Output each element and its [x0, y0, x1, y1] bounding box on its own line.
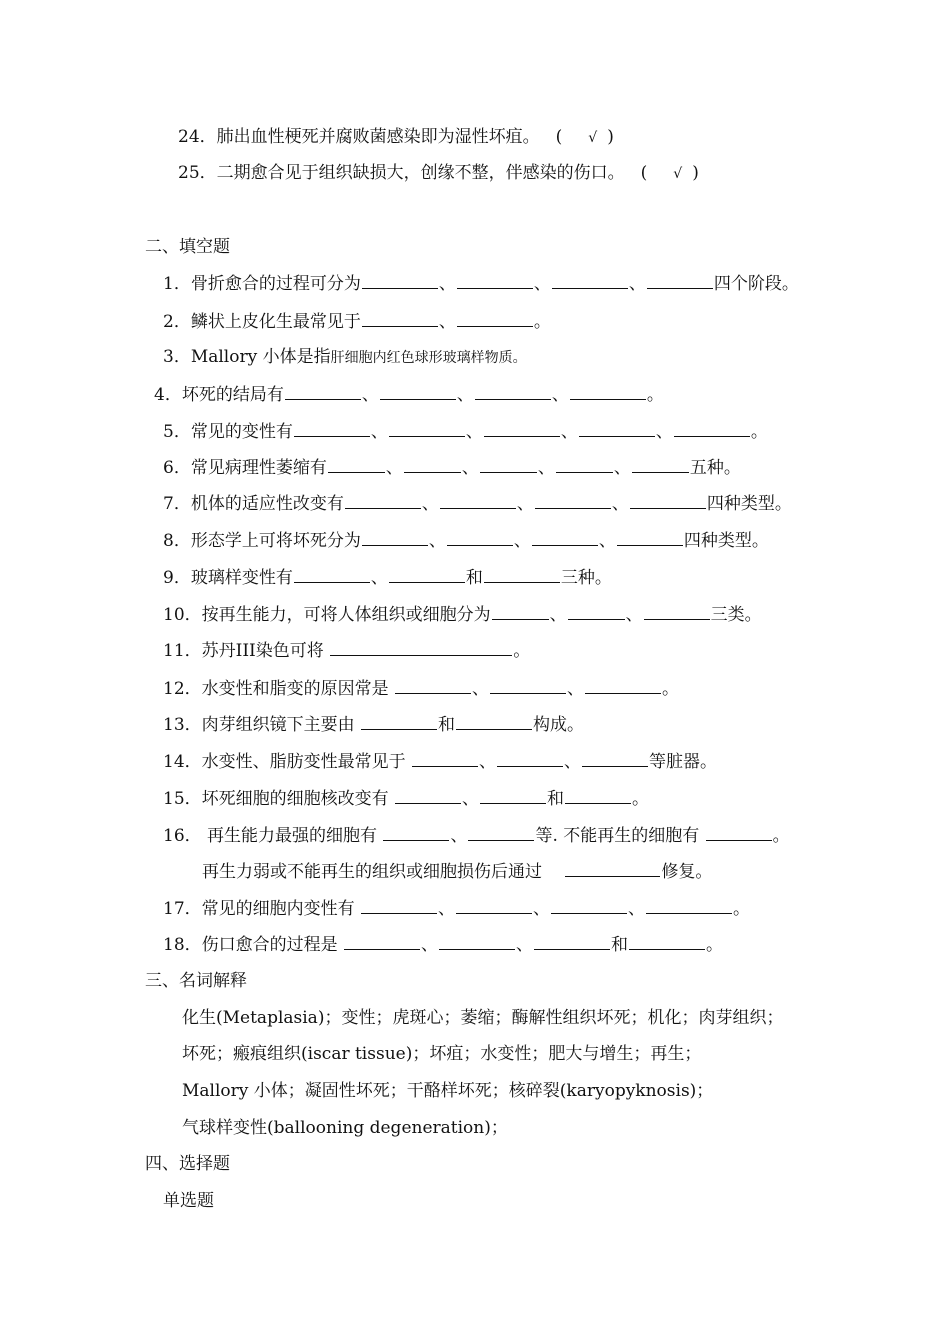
fill-item-7 — [163, 492, 792, 515]
fill-item-5 — [163, 420, 768, 443]
blank[interactable] — [556, 456, 613, 473]
fill-item-4 — [154, 383, 664, 406]
fill-item-16 — [163, 824, 790, 847]
blank[interactable] — [362, 272, 438, 289]
blank[interactable] — [285, 383, 361, 400]
question-text: 15．坏死细胞的细胞核改变有 — [163, 789, 389, 809]
blank[interactable] — [484, 420, 560, 437]
check-mark: √ — [588, 130, 598, 146]
fill-item-14 — [163, 750, 717, 773]
blank[interactable] — [361, 897, 437, 914]
blank[interactable] — [497, 750, 563, 767]
blank[interactable] — [630, 492, 706, 509]
question-end: 。 — [513, 641, 531, 661]
question-end: 构成。 — [533, 715, 585, 735]
blank[interactable] — [579, 420, 655, 437]
terms-line-2: 坏死；瘢痕组织(iscar tissue)；坏疽；水变性；肥大与增生；再生； — [182, 1044, 702, 1064]
separator: 、 — [370, 568, 388, 588]
question-end: 修复。 — [661, 862, 713, 882]
question-end: 四个阶段。 — [713, 274, 799, 294]
blank[interactable] — [457, 272, 533, 289]
question-end: 。 — [533, 312, 551, 332]
separator: 、 — [438, 274, 456, 294]
blank[interactable] — [383, 824, 449, 841]
separator: 、 — [516, 494, 534, 514]
blank[interactable] — [330, 639, 512, 656]
blank[interactable] — [617, 529, 683, 546]
blank[interactable] — [328, 456, 385, 473]
separator: 、 — [361, 385, 379, 405]
blank[interactable] — [456, 897, 532, 914]
separator: 、 — [551, 385, 569, 405]
separator: 、 — [598, 531, 616, 551]
question-end: 四种类型。 — [683, 531, 769, 551]
blank[interactable] — [389, 420, 465, 437]
blank[interactable] — [568, 603, 625, 620]
fill-item-6 — [163, 456, 741, 479]
section-title-terms: 三、名词解释 — [145, 971, 247, 991]
blank[interactable] — [565, 787, 631, 804]
blank[interactable] — [492, 603, 549, 620]
question-text: 14．水变性、脂肪变性最常见于 — [163, 752, 406, 772]
separator: 、 — [533, 899, 551, 919]
blank[interactable] — [468, 824, 534, 841]
terms-line-1: 化生(Metaplasia)；变性；虎斑心；萎缩；酶解性组织坏死；机化；肉芽组织； — [182, 1008, 784, 1028]
judgment-item-25: 25．二期愈合见于组织缺损大，创缘不整，伴感染的伤口。 ( √ ) — [178, 163, 699, 183]
separator: 、 — [560, 422, 578, 442]
blank[interactable] — [534, 933, 610, 950]
item-text: 肺出血性梗死并腐败菌感染即为湿性坏疽。 — [216, 127, 540, 147]
blank[interactable] — [294, 420, 370, 437]
blank[interactable] — [447, 529, 513, 546]
separator: 、 — [567, 679, 585, 699]
section-title-fill: 二、填空题 — [145, 237, 230, 257]
separator: 、 — [549, 605, 567, 625]
question-text: 12．水变性和脂变的原因常是 — [163, 679, 389, 699]
separator: 、 — [428, 531, 446, 551]
blank[interactable] — [412, 750, 478, 767]
separator: 、 — [472, 679, 490, 699]
question-end: 五种。 — [689, 458, 741, 478]
blank[interactable] — [404, 456, 461, 473]
question-end: 。 — [733, 899, 751, 919]
separator: 、 — [655, 422, 673, 442]
question-end: 。 — [632, 789, 650, 809]
fill-item-2 — [163, 310, 551, 333]
blank[interactable] — [380, 383, 456, 400]
blank[interactable] — [646, 897, 732, 914]
blank[interactable] — [565, 860, 660, 877]
question-text: 1．骨折愈合的过程可分为 — [163, 274, 361, 294]
question-end: 。 — [662, 679, 680, 699]
question-end: 。 — [750, 422, 768, 442]
separator: 、 — [465, 422, 483, 442]
blank[interactable] — [480, 787, 546, 804]
question-text: 13．肉芽组织镜下主要由 — [163, 715, 355, 735]
separator: 、 — [461, 458, 479, 478]
separator: 、 — [370, 422, 388, 442]
separator: 、 — [421, 935, 439, 955]
blank[interactable] — [552, 272, 628, 289]
fill-item-11 — [163, 639, 530, 662]
item-number: 24 — [178, 127, 200, 147]
question-end: 三类。 — [710, 605, 762, 625]
blank[interactable] — [440, 492, 516, 509]
blank[interactable] — [345, 492, 421, 509]
question-text: 17．常见的细胞内变性有 — [163, 899, 355, 919]
blank[interactable] — [551, 897, 627, 914]
fill-item-18 — [163, 933, 723, 956]
item-text: 二期愈合见于组织缺损大，创缘不整，伴感染的伤口。 — [216, 163, 625, 183]
blank[interactable] — [344, 933, 420, 950]
question-end: 。 — [646, 385, 664, 405]
fill-item-13 — [163, 713, 584, 736]
question-text: 9．玻璃样变性有 — [163, 568, 293, 588]
separator: 、 — [450, 826, 468, 846]
fill-item-1 — [163, 272, 799, 295]
blank[interactable] — [294, 566, 370, 583]
separator: 、 — [479, 752, 497, 772]
question-text: 6．常见病理性萎缩有 — [163, 458, 327, 478]
question-end: 三种。 — [560, 568, 612, 588]
terms-line-4: 气球样变性(ballooning degeneration)； — [182, 1118, 508, 1138]
blank[interactable] — [644, 603, 710, 620]
blank[interactable] — [629, 933, 705, 950]
blank[interactable] — [706, 824, 772, 841]
terms-line-3: Mallory 小体；凝固性坏死；干酪样坏死；核碎裂(karyopyknosis)； — [182, 1081, 714, 1101]
separator: 、 — [628, 274, 646, 294]
question-text: 10．按再生能力，可将人体组织或细胞分为 — [163, 605, 491, 625]
answer-text: 肝细胞内红色球形玻璃样物质。 — [330, 350, 527, 366]
blank[interactable] — [456, 713, 532, 730]
question-text: 16． 再生能力最强的细胞有 — [163, 826, 378, 846]
blank[interactable] — [647, 272, 713, 289]
blank[interactable] — [484, 566, 560, 583]
separator: 、 — [456, 385, 474, 405]
check-mark: √ — [673, 166, 683, 182]
blank[interactable] — [585, 677, 661, 694]
blank[interactable] — [395, 787, 461, 804]
question-mid: 和 — [547, 789, 565, 809]
blank[interactable] — [362, 310, 438, 327]
separator: 、 — [462, 789, 480, 809]
question-text: 7．机体的适应性改变有 — [163, 494, 344, 514]
question-text: 5．常见的变性有 — [163, 422, 293, 442]
separator: 、 — [625, 605, 643, 625]
blank[interactable] — [480, 456, 537, 473]
section-title-choice: 四、选择题 — [145, 1154, 230, 1174]
blank[interactable] — [475, 383, 551, 400]
judgment-item-24: 24．肺出血性梗死并腐败菌感染即为湿性坏疽。 ( √ ) — [178, 127, 614, 147]
fill-item-3 — [163, 346, 527, 369]
subsection-single-choice: 单选题 — [163, 1191, 214, 1211]
blank[interactable] — [490, 677, 566, 694]
separator: 、 — [564, 752, 582, 772]
question-end: 四种类型。 — [706, 494, 792, 514]
fill-item-10 — [163, 603, 762, 626]
blank[interactable] — [395, 677, 471, 694]
question-mid: 和 — [438, 715, 456, 735]
separator: 、 — [533, 274, 551, 294]
separator: 、 — [516, 935, 534, 955]
blank[interactable] — [674, 420, 750, 437]
blank[interactable] — [457, 310, 533, 327]
blank[interactable] — [582, 750, 648, 767]
fill-item-9 — [163, 566, 612, 589]
separator: 、 — [611, 494, 629, 514]
fill-item-8 — [163, 529, 769, 552]
separator: 、 — [438, 899, 456, 919]
separator: 、 — [438, 312, 456, 332]
item-number: 25 — [178, 163, 200, 183]
separator: 、 — [513, 531, 531, 551]
fill-item-16-line2 — [202, 860, 712, 883]
question-end: 。 — [706, 935, 724, 955]
separator: 、 — [613, 458, 631, 478]
question-text: 3．Mallory 小体是指 — [163, 347, 331, 367]
question-text: 8．形态学上可将坏死分为 — [163, 531, 361, 551]
question-mid: 和 — [611, 935, 629, 955]
blank[interactable] — [532, 529, 598, 546]
separator: 、 — [421, 494, 439, 514]
blank[interactable] — [439, 933, 515, 950]
question-text: 2．鳞状上皮化生最常见于 — [163, 312, 361, 332]
question-text: 11．苏丹III染色可将 — [163, 641, 324, 661]
question-end: 。 — [772, 826, 790, 846]
blank[interactable] — [535, 492, 611, 509]
blank[interactable] — [361, 713, 437, 730]
question-mid: 和 — [465, 568, 483, 588]
separator: 、 — [537, 458, 555, 478]
question-text: 18．伤口愈合的过程是 — [163, 935, 338, 955]
question-end: 等脏器。 — [649, 752, 718, 772]
fill-item-17 — [163, 897, 750, 920]
blank[interactable] — [570, 383, 646, 400]
question-mid: 等. 不能再生的细胞有 — [535, 826, 700, 846]
fill-item-15 — [163, 787, 649, 810]
separator: 、 — [628, 899, 646, 919]
fill-item-12 — [163, 677, 679, 700]
separator: 、 — [385, 458, 403, 478]
question-text: 再生力弱或不能再生的组织或细胞损伤后通过 — [202, 862, 542, 882]
question-text: 4．坏死的结局有 — [154, 385, 284, 405]
blank[interactable] — [389, 566, 465, 583]
blank[interactable] — [632, 456, 689, 473]
blank[interactable] — [362, 529, 428, 546]
